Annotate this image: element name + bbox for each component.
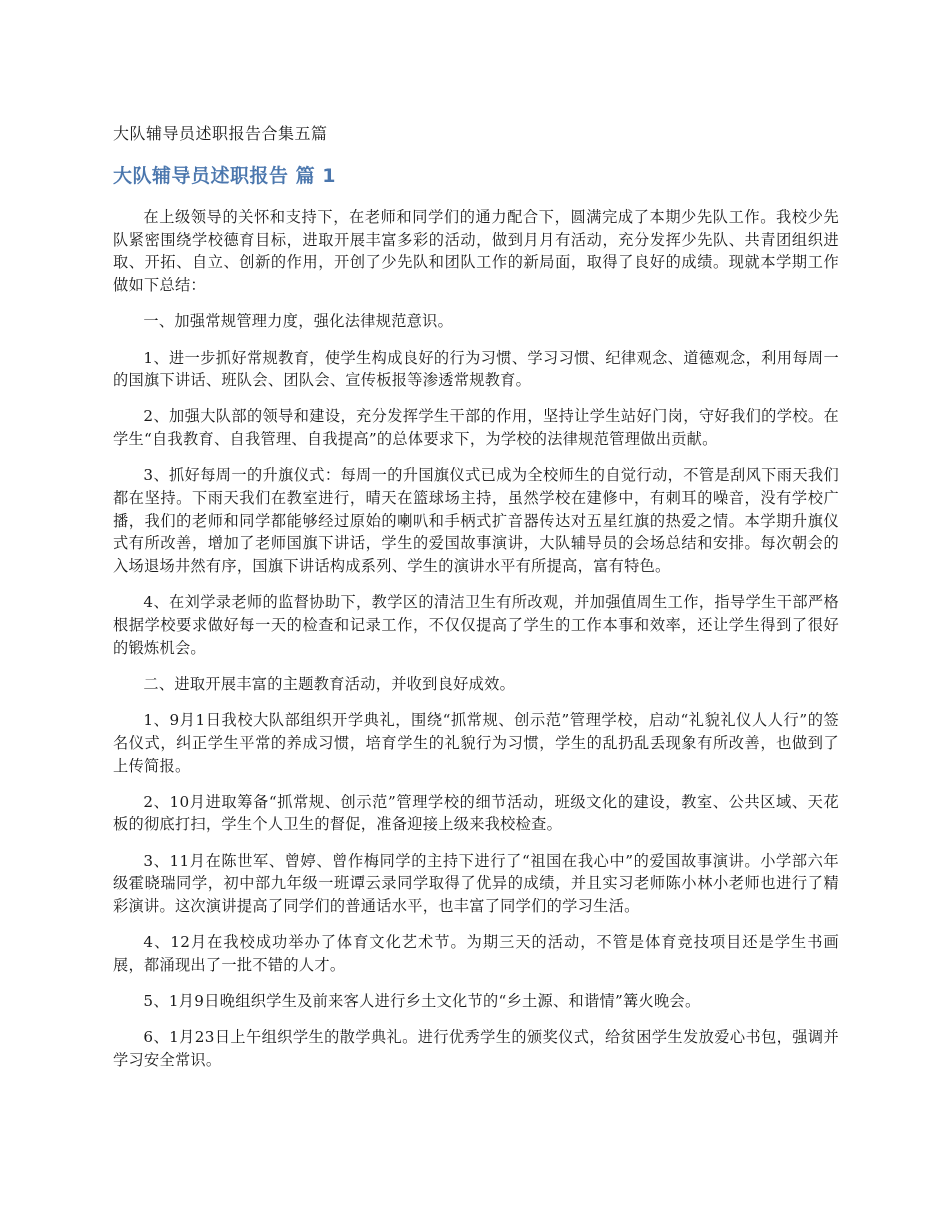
paragraph-part-one-heading: 一、加强常规管理力度，强化法律规范意识。	[143, 312, 454, 331]
section-heading: 大队辅导员述职报告 篇 1	[113, 165, 336, 187]
paragraph-item: 2、10月进取筹备“抓常规、创示范”管理学校的细节活动，班级文化的建设，教室、公共区域、天花板的彻底打扫，学生个人卫生的督促，准备迎接上级来我校检查。	[113, 792, 839, 834]
paragraph-intro: 在上级领导的关怀和支持下，在老师和同学们的通力配合下，圆满完成了本期少先队工作。我校少先队紧密围绕学校德育目标，进取开展丰富多彩的活动，做到月月有活动，充分发挥少先队、共青团组织进取、开拓、自立、创新的作用，开创了少先队和团队工作的新局面，取得了良好的成绩。现就本学期工作做如下总结：	[113, 208, 839, 295]
paragraph-item: 4、在刘学录老师的监督协助下，教学区的清洁卫生有所改观，并加强值周生工作，指导学生干部严格根据学校要求做好每一天的检查和记录工作，不仅仅提高了学生的工作本事和效率，还让学生得到了很好的锻炼机会。	[113, 593, 839, 657]
paragraph-part-two-heading: 二、进取开展丰富的主题教育活动，并收到良好成效。	[143, 674, 516, 693]
paragraph-item: 3、11月在陈世军、曾婷、曾作梅同学的主持下进行了“祖国在我心中”的爱国故事演讲。小学部六年级霍晓瑞同学，初中部九年级一班谭云录同学取得了优异的成绩，并且实习老师陈小林小老师也进行了精彩演讲。这次演讲提高了同学们的普通话水平，也丰富了同学们的学习生活。	[113, 851, 839, 916]
paragraph-item: 5、1月9日晚组织学生及前来客人进行乡土文化节的“乡土源、和谐情”篝火晚会。	[143, 992, 701, 1011]
paragraph-item: 6、1月23日上午组织学生的散学典礼。进行优秀学生的颁奖仪式，给贫困学生发放爱心书包，强调并学习安全常识。	[113, 1028, 839, 1070]
document-page	[113, 122, 839, 1085]
paragraph-item: 3、抓好每周一的升旗仪式：每周一的升国旗仪式已成为全校师生的自觉行动，不管是刮风下雨天我们都在坚持。下雨天我们在教室进行，晴天在篮球场主持，虽然学校在建修中，有刺耳的噪音，没有学校广播，我们的老师和同学都能够经过原始的喇叭和手柄式扩音器传达对五星红旗的热爱之情。本学期升旗仪式有所改善，增加了老师国旗下讲话，学生的爱国故事演讲，大队辅导员的会场总结和安排。每次朝会的入场退场井然有序，国旗下讲话构成系列、学生的演讲水平有所提高，富有特色。	[113, 466, 839, 576]
paragraph-item: 2、加强大队部的领导和建设，充分发挥学生干部的作用，坚持让学生站好门岗，守好我们的学校。在学生“自我教育、自我管理、自我提高”的总体要求下，为学校的法律规范管理做出贡献。	[113, 407, 839, 449]
paragraph-item: 1、进一步抓好常规教育，使学生构成良好的行为习惯、学习习惯、纪律观念、道德观念，利用每周一的国旗下讲话、班队会、团队会、宣传板报等渗透常规教育。	[113, 348, 839, 390]
document-title: 大队辅导员述职报告合集五篇	[113, 124, 328, 143]
paragraph-item: 1、9月1日我校大队部组织开学典礼，围绕“抓常规、创示范”管理学校，启动“礼貌礼仪人人行”的签名仪式，纠正学生平常的养成习惯，培育学生的礼貌行为习惯，学生的乱扔乱丢现象有所改善，也做到了上传简报。	[113, 711, 839, 775]
paragraph-item: 4、12月在我校成功举办了体育文化艺术节。为期三天的活动，不管是体育竞技项目还是学生书画展，都涌现出了一批不错的人才。	[113, 933, 839, 974]
